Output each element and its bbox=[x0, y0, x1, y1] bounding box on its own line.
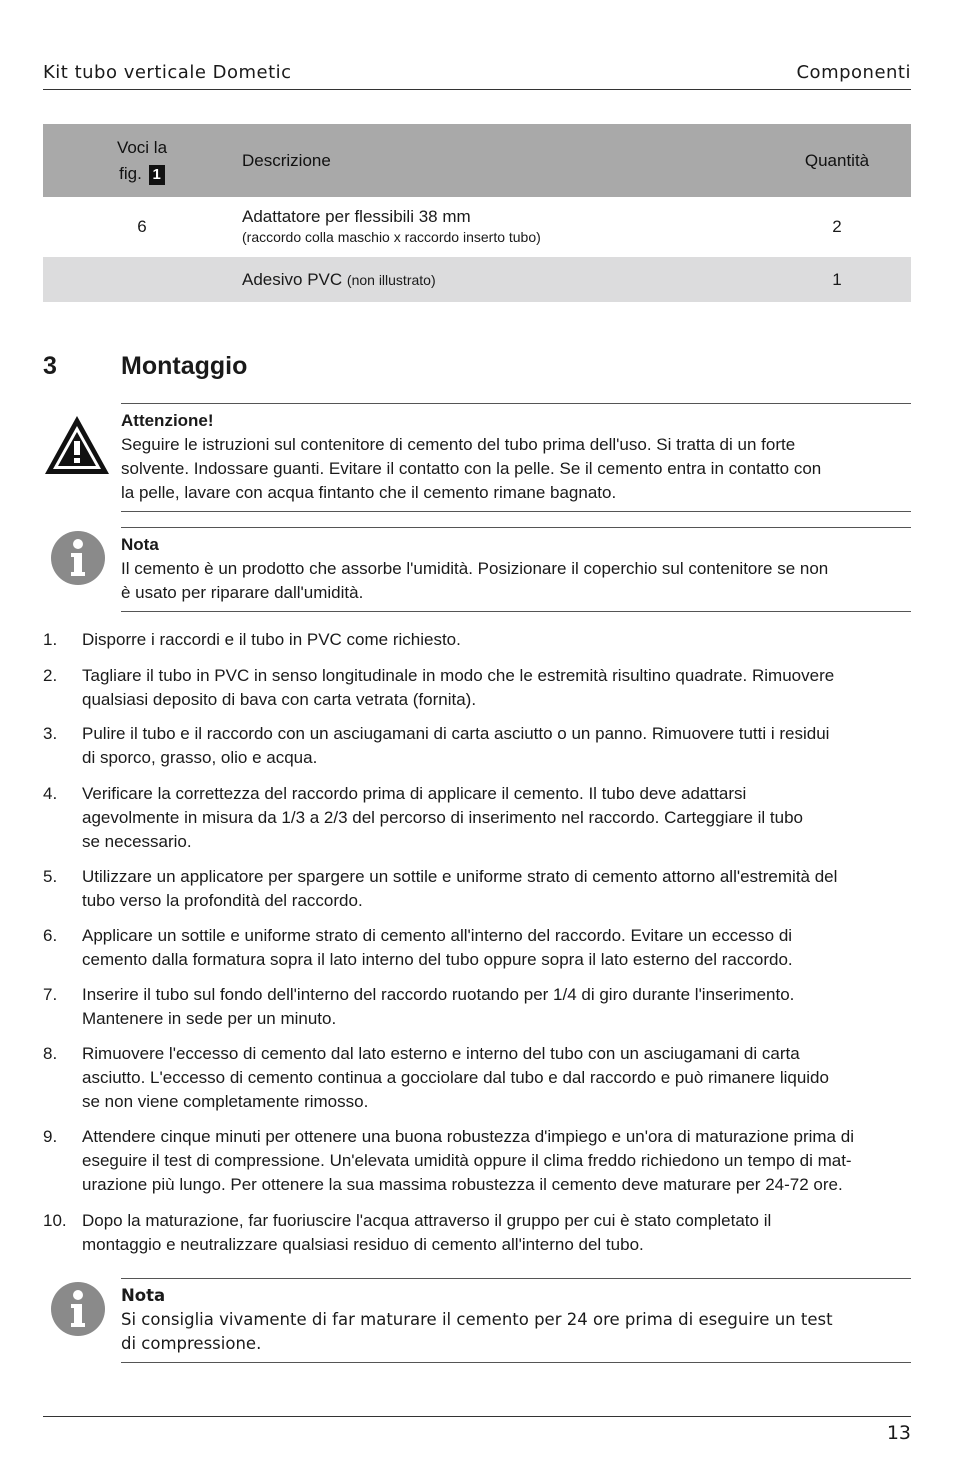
section-number: 3 bbox=[43, 352, 57, 380]
note-title: Nota bbox=[121, 535, 159, 554]
note-line: Si consiglia vivamente di far maturare il cemento per 24 ore prima di eseguire un test bbox=[121, 1310, 833, 1329]
column-header-quantity: Quantità bbox=[763, 124, 911, 197]
cell-item: 6 bbox=[43, 197, 241, 257]
section-title: Montaggio bbox=[121, 352, 248, 380]
note-title: Nota bbox=[121, 1286, 166, 1305]
cell-item bbox=[43, 257, 241, 302]
footer-divider bbox=[43, 1416, 911, 1417]
chapter-title: Componenti bbox=[796, 62, 911, 83]
list-item: 5. Utilizzare un applicatore per spargere un sottile e uniforme strato di cemento attorno all'estremità del tubo verso la profondità del raccordo. bbox=[43, 867, 838, 910]
list-item: 4. Verificare la correttezza del raccordo prima di applicare il cemento. Il tubo deve adattarsi agevolmente in misura da 1/3 a 2/3 del percorso di inserimento nel raccordo. Carteggiare il tubo se necessario. bbox=[43, 784, 804, 851]
page-number: 13 bbox=[886, 1422, 911, 1444]
list-item: 10. Dopo la maturazione, far fuoriuscire l'acqua attraverso il gruppo per cui è stato completato il montaggio e neutralizzare qualsiasi residuo di cemento all'interno del tubo. bbox=[43, 1211, 772, 1254]
note-line: è usato per riparare dall'umidità. bbox=[121, 583, 364, 602]
figure-reference-badge: 1 bbox=[149, 165, 165, 185]
note-line: di compressione. bbox=[121, 1334, 262, 1353]
list-item: 3. Pulire il tubo e il raccordo con un asciugamani di carta asciutto o un panno. Rimuovere tutti i residui di sporco, grasso, olio e acqua. bbox=[43, 724, 830, 767]
cell-description: Adattatore per flessibili 38 mm (raccordo colla maschio x raccordo inserto tubo) bbox=[241, 197, 763, 257]
cell-quantity: 2 bbox=[763, 197, 911, 257]
info-icon bbox=[50, 530, 106, 586]
list-item: 2. Tagliare il tubo in PVC in senso longitudinale in modo che le estremità risultino quadrate. Rimuovere qualsiasi deposito di bava con carta vetrata (fornita). bbox=[43, 666, 835, 709]
column-header-item: Voci la fig. 1 bbox=[43, 124, 241, 197]
warning-triangle-icon bbox=[43, 414, 111, 476]
list-item: 9. Attendere cinque minuti per ottenere una buona robustezza d'impiego e un'ora di maturazione prima di eseguire il test di compressione. Un'elevata umidità oppure il clima freddo richiedono un tempo di mat- urazione più lungo. Per ottenere la sua massima robustezza il cemento deve maturare per 24-72 ore. bbox=[43, 1127, 854, 1194]
note-box bbox=[121, 527, 911, 612]
list-item: 6. Applicare un sottile e uniforme strato di cemento all'interno del raccordo. Evitare un eccesso di cemento dalla formatura sopra il lato interno del tubo oppure sopra il lato esterno del raccordo. bbox=[43, 926, 793, 969]
list-item: 7. Inserire il tubo sul fondo dell'interno del raccordo ruotando per 1/4 di giro durante l'inserimento. Mantenere in sede per un minuto. bbox=[43, 985, 795, 1028]
note-box bbox=[121, 1278, 911, 1363]
list-item: 8. Rimuovere l'eccesso di cemento dal lato esterno e interno del tubo con un asciugamani di carta asciutto. L'eccesso di cemento continua a gocciolare dal tubo e dal raccordo e può rimanere liquido se non viene completamente rimosso. bbox=[43, 1044, 829, 1111]
table-header-row bbox=[43, 124, 911, 197]
warning-title: Attenzione! bbox=[121, 411, 214, 430]
list-item: 1. Disporre i raccordi e il tubo in PVC come richiesto. bbox=[43, 630, 461, 649]
page-header bbox=[43, 58, 911, 90]
info-icon bbox=[50, 1281, 106, 1337]
components-table bbox=[43, 124, 911, 302]
note-line: Il cemento è un prodotto che assorbe l'umidità. Posizionare il coperchio sul contenitore se non bbox=[121, 559, 829, 578]
column-header-description: Descrizione bbox=[241, 124, 763, 197]
table-row bbox=[43, 197, 911, 257]
warning-line: Seguire le istruzioni sul contenitore di cemento del tubo prima dell'uso. Si tratta di un forte bbox=[121, 435, 796, 454]
warning-box bbox=[121, 403, 911, 512]
document-title: Kit tubo verticale Dometic bbox=[43, 62, 292, 83]
warning-line: solvente. Indossare guanti. Evitare il contatto con la pelle. Se il cemento entra in contatto con bbox=[121, 459, 822, 478]
warning-line: la pelle, lavare con acqua fintanto che il cemento rimane bagnato. bbox=[121, 483, 617, 502]
table-row bbox=[43, 257, 911, 302]
cell-quantity: 1 bbox=[763, 257, 911, 302]
cell-description: Adesivo PVC (non illustrato) bbox=[241, 257, 763, 302]
